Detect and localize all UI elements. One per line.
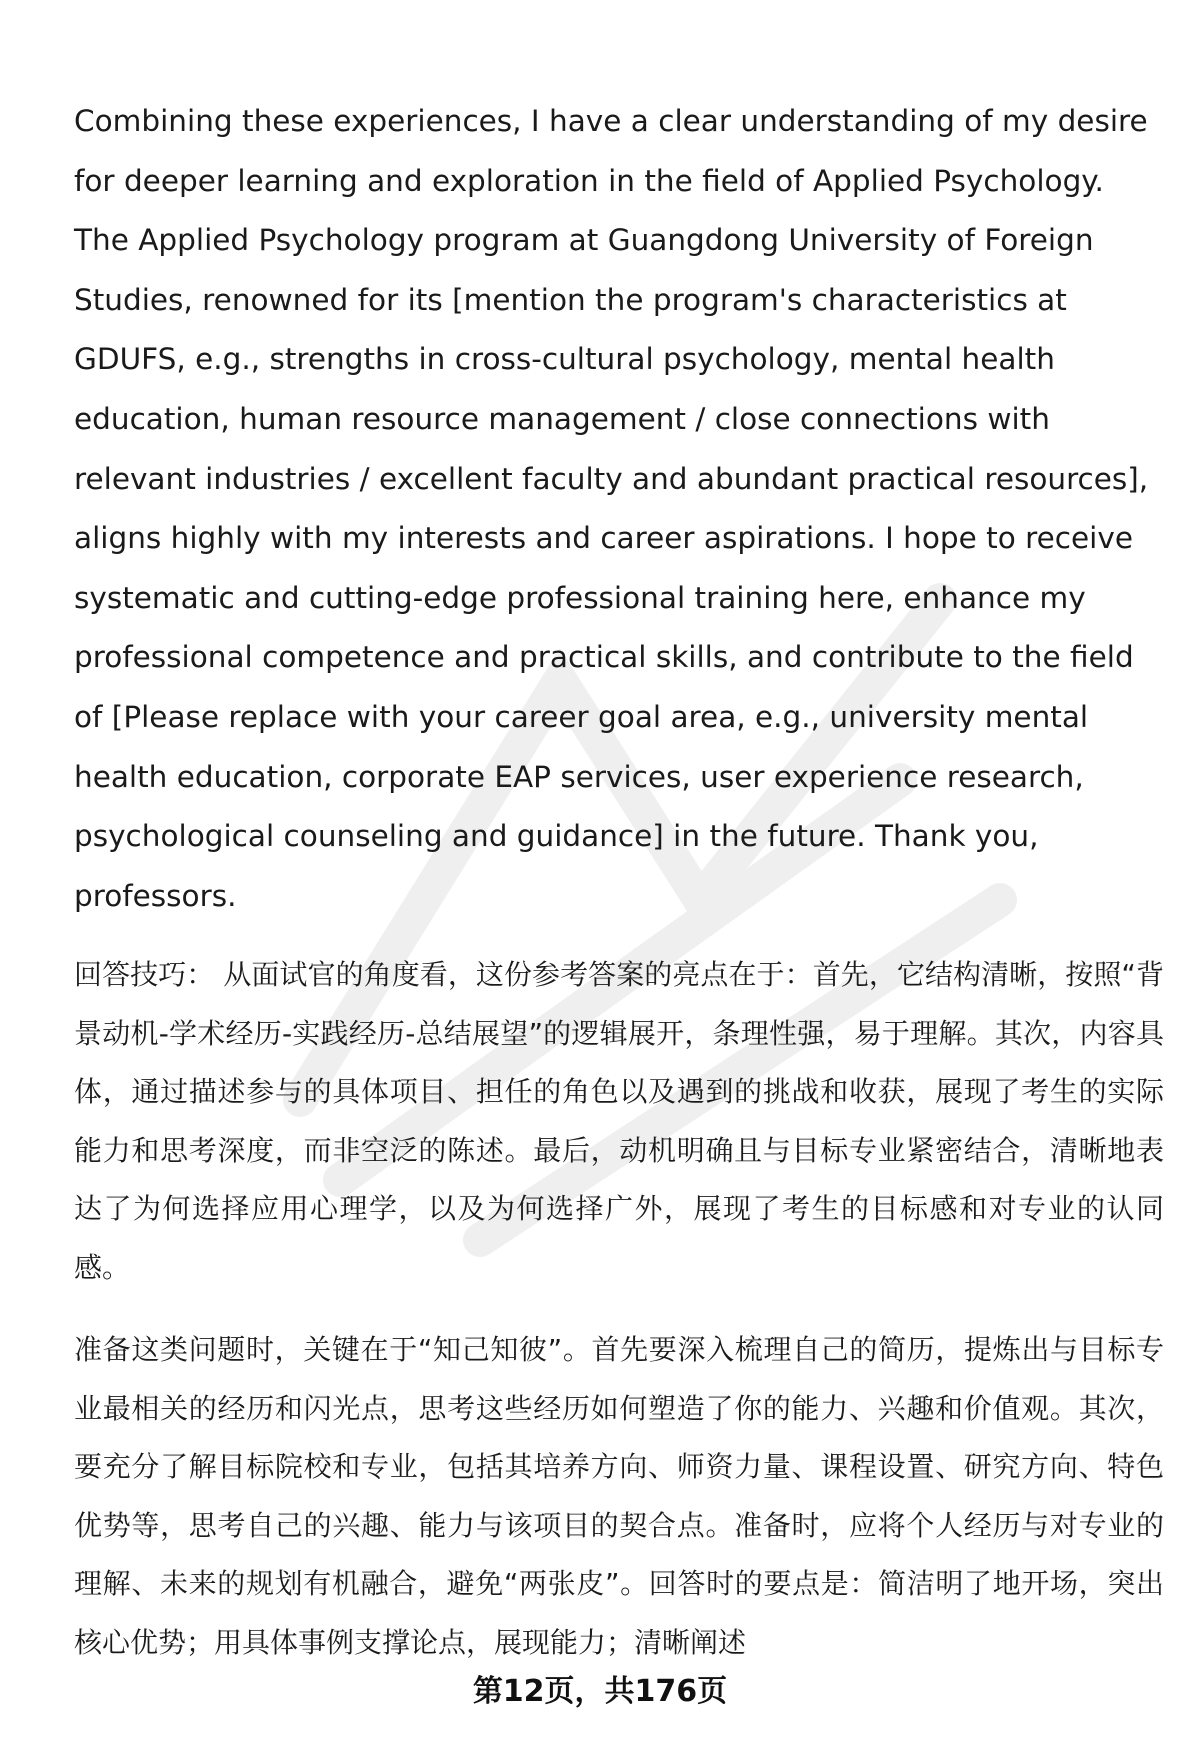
paragraph-english-conclusion: Combining these experiences, I have a clear understanding of my desire for deeper learning and exploration in the field of Applied Psychology. The Applied Psychology program at Guangdong University of Foreign Studies, renowned for its [mention the program's characteristics at GDUFS, e.g., strengths in cross-cultural psychology, mental health education, human resource management / close connections with relevant industries / excellent faculty and abundant practical resources], aligns highly with my interests and career aspirations. I hope to receive systematic and cutting-edge professional training here, enhance my professional competence and practical skills, and contribute to the field of [Please replace with your career goal area, e.g., university mental health education, corporate EAP services, user experience research, psychological counseling and guidance] in the future. Thank you, professors.	[74, 104, 1149, 913]
page-number: 第12页，共176页	[472, 1674, 728, 1709]
document-body	[74, 92, 1164, 1672]
paragraph-preparation-advice: 准备这类问题时，关键在于“知己知彼”。首先要深入梳理自己的简历，提炼出与目标专业最相关的经历和闪光点，思考这些经历如何塑造了你的能力、兴趣和价值观。其次，要充分了解目标院校和专业，包括其培养方向、师资力量、课程设置、研究方向、特色优势等，思考自己的兴趣、能力与该项目的契合点。准备时，应将个人经历与对专业的理解、未来的规划有机融合，避免“两张皮”。回答时的要点是：简洁明了地开场，突出核心优势；用具体事例支撑论点，展现能力；清晰阐述	[74, 1333, 1164, 1659]
paragraph-answer-tips: 回答技巧： 从面试官的角度看，这份参考答案的亮点在于：首先，它结构清晰，按照“背景动机-学术经历-实践经历-总结展望”的逻辑展开，条理性强，易于理解。其次，内容具体，通过描述参与的具体项目、担任的角色以及遇到的挑战和收获，展现了考生的实际能力和思考深度，而非空泛的陈述。最后，动机明确且与目标专业紧密结合，清晰地表达了为何选择应用心理学，以及为何选择广外，展现了考生的目标感和对专业的认同感。	[74, 958, 1164, 1284]
